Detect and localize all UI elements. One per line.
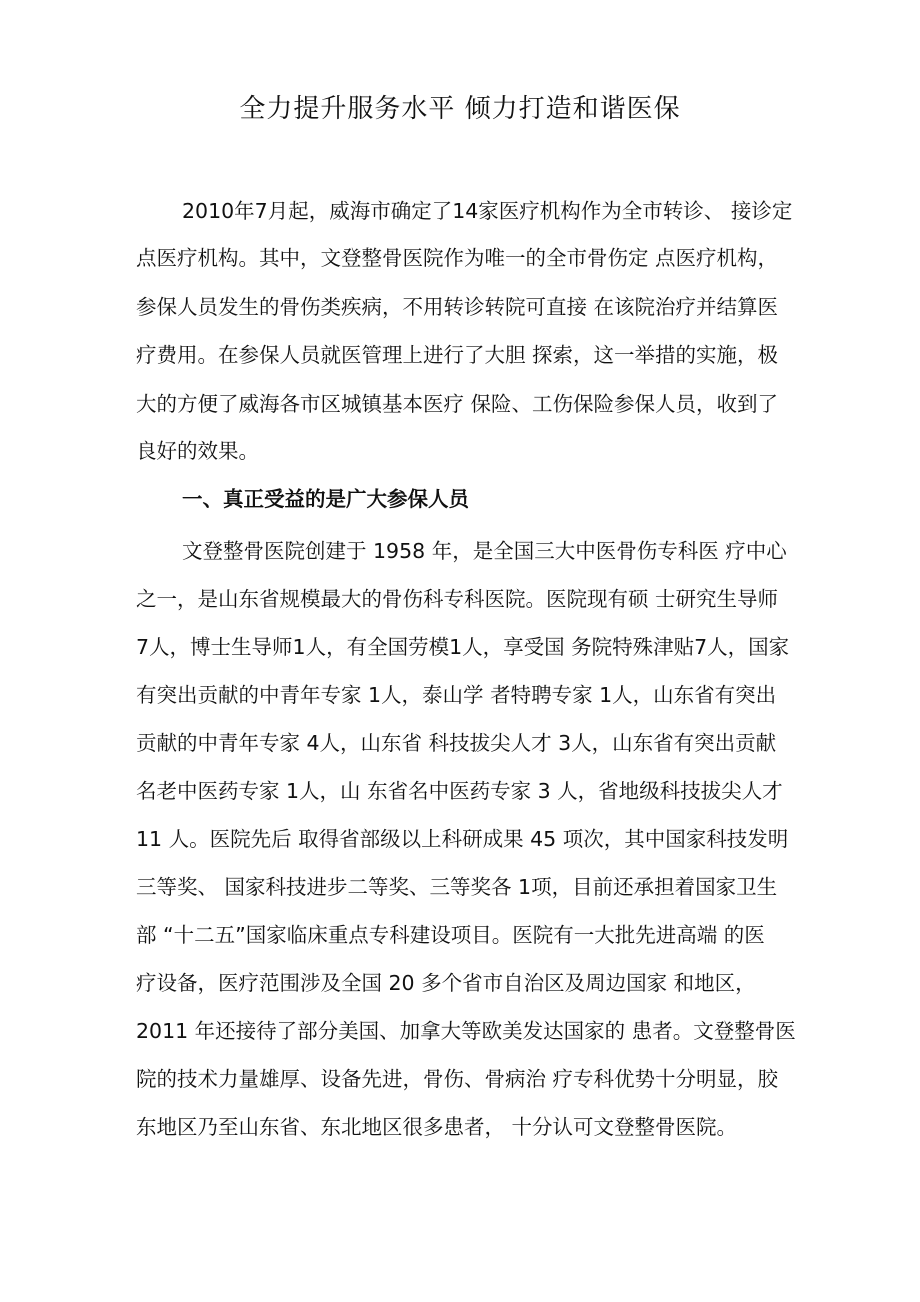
section-line: 名老中医药专家 1人，山 东省名中医药专家 3 人，省地级科技拔尖人才 xyxy=(136,779,783,803)
section-line: 7人，博士生导师1人，有全国劳模1人，享受国 务院特殊津贴7人，国家 xyxy=(136,635,790,659)
section-line: 有突出贡献的中青年专家 1人，泰山学 者特聘专家 1人，山东省有突出 xyxy=(136,683,777,707)
intro-line: 疗费用。在参保人员就医管理上进行了大胆 探索，这一举措的实施，极 xyxy=(136,343,779,367)
section-line: 东地区乃至山东省、东北地区很多患者， 十分认可文登整骨医院。 xyxy=(136,1115,738,1139)
section-line: 三等奖、 国家科技进步二等奖、三等奖各 1项，目前还承担着国家卫生 xyxy=(136,875,778,899)
intro-line: 大的方便了威海各市区城镇基本医疗 保险、工伤保险参保人员，收到了 xyxy=(136,392,779,416)
document-title: 全力提升服务水平 倾力打造和谐医保 xyxy=(239,94,681,124)
section-line: 之一，是山东省规模最大的骨伤科专科医院。医院现有硕 士研究生导师 xyxy=(136,587,779,611)
section-line: 院的技术力量雄厚、设备先进，骨伤、骨病治 疗专科优势十分明显，胶 xyxy=(136,1067,779,1091)
section-line: 部 “十二五”国家临床重点专科建设项目。医院有一大批先进高端 的医 xyxy=(136,923,765,947)
section-line: 疗设备，医疗范围涉及全国 20 多个省市自治区及周边国家 和地区， xyxy=(136,971,756,995)
intro-line: 参保人员发生的骨伤类疾病，不用转诊转院可直接 在该院治疗并结算医 xyxy=(136,295,779,319)
section-line: 贡献的中青年专家 4人，山东省 科技拔尖人才 3人，山东省有突出贡献 xyxy=(136,731,777,755)
intro-line: 良好的效果。 xyxy=(136,439,259,463)
section-line: 11 人。医院先后 取得省部级以上科研成果 45 项次，其中国家科技发明 xyxy=(136,827,789,851)
intro-line: 点医疗机构。其中，文登整骨医院作为唯一的全市骨伤定 点医疗机构， xyxy=(136,246,779,270)
intro-line: 2010年7月起，威海市确定了14家医疗机构作为全市转诊、 接诊定 xyxy=(182,199,793,223)
section-line: 2011 年还接待了部分美国、加拿大等欧美发达国家的 患者。文登整骨医 xyxy=(136,1019,796,1043)
section-line: 文登整骨医院创建于 1958 年，是全国三大中医骨伤专科医 疗中心 xyxy=(182,539,787,563)
section-heading: 一、真正受益的是广大参保人员 xyxy=(182,487,469,511)
